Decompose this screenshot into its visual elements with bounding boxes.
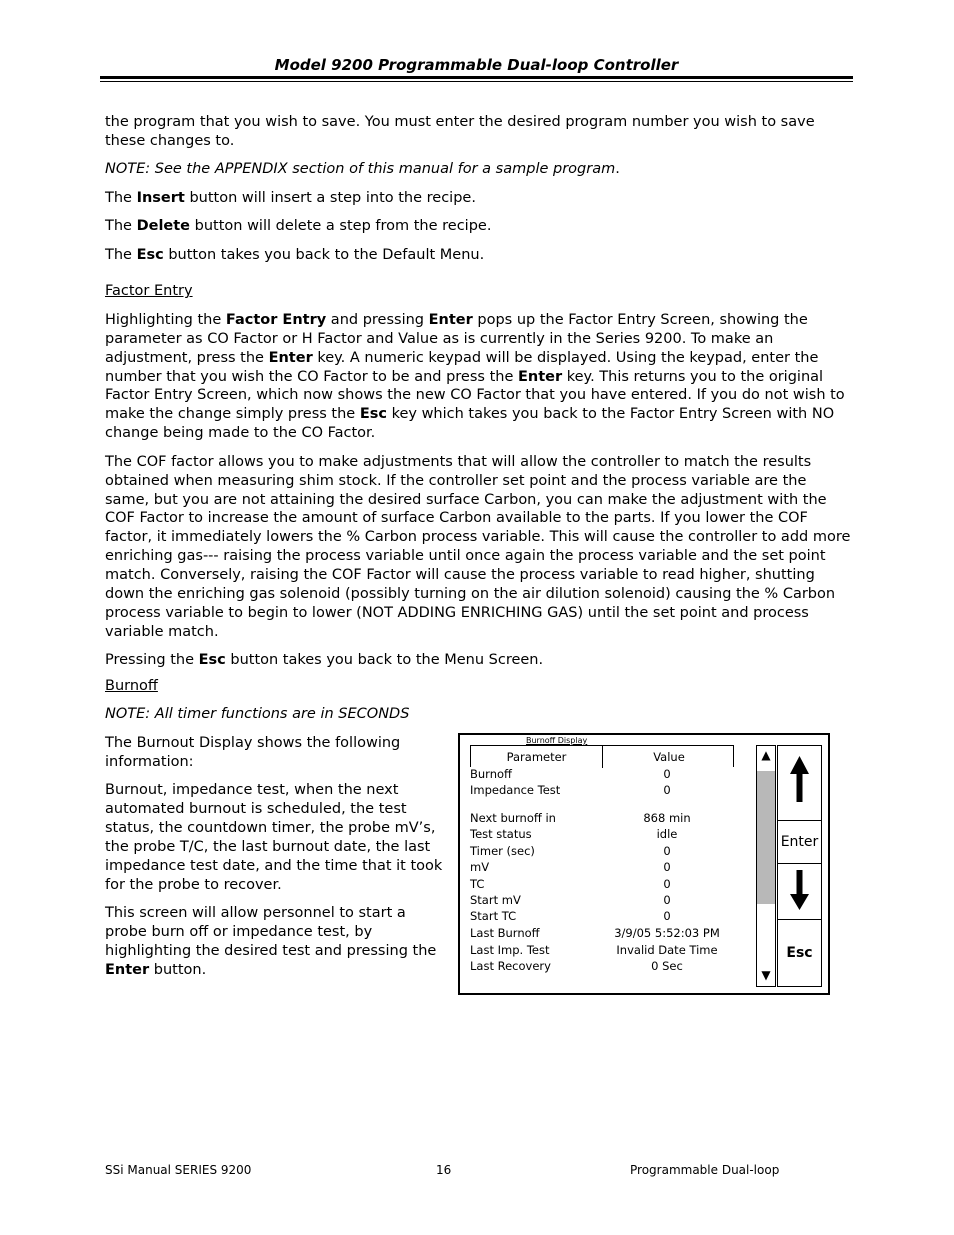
- parameter-value: 0: [663, 844, 671, 858]
- text: Pressing the: [105, 652, 199, 669]
- note-appendix: [105, 160, 853, 179]
- footer-right: Programmable Dual-loop: [630, 1163, 780, 1177]
- text: Highlighting the: [105, 311, 226, 328]
- text: button will insert a step into the recipe.: [184, 189, 476, 206]
- parameter-name: Start mV: [470, 893, 521, 907]
- note-appendix-period: .: [615, 161, 620, 178]
- parameter-name: Last Imp. Test: [470, 943, 550, 957]
- panel-title: Burnoff Display: [526, 736, 588, 745]
- footer-left: SSi Manual SERIES 9200: [105, 1163, 252, 1177]
- header-rule-thin: [100, 81, 853, 82]
- bold: Enter: [428, 311, 473, 328]
- parameter-name: mV: [470, 860, 490, 874]
- parameter-value: 0: [663, 893, 671, 907]
- parameter-name: Start TC: [470, 909, 517, 923]
- parameter-name: Last Recovery: [470, 959, 551, 973]
- header-rule-thick: [100, 76, 853, 79]
- table-row[interactable]: [470, 783, 734, 799]
- parameter-value: 0: [663, 860, 671, 874]
- text: key. This returns you to the original Factor Entry Screen, which now shows the new CO Factor that you have entered. If you do not wish to make the change simply press the: [105, 368, 845, 423]
- table-row[interactable]: [470, 844, 734, 860]
- esc-button[interactable]: Esc: [786, 945, 813, 961]
- table-row[interactable]: [470, 909, 734, 925]
- bold-insert: Insert: [136, 189, 185, 206]
- parameter-value: 0: [663, 767, 671, 781]
- burnoff-section: [105, 677, 445, 989]
- heading-text: Burnoff: [105, 678, 158, 694]
- text: The: [105, 218, 137, 235]
- note-text: NOTE: All timer functions are in SECONDS: [105, 706, 410, 723]
- bold-esc: Esc: [136, 246, 164, 263]
- parameter-name: Next burnoff in: [470, 811, 556, 825]
- paragraph-save: the program that you wish to save. You must enter the desired program number you wish to save these changes to.: [105, 114, 815, 149]
- paragraph-insert: [105, 189, 853, 208]
- parameter-name: Test status: [470, 827, 532, 841]
- table-header: [470, 745, 734, 767]
- parameter-name: Impedance Test: [470, 783, 561, 797]
- table-row[interactable]: [470, 893, 734, 909]
- text: button will delete a step from the recipe.: [190, 218, 492, 235]
- table-row[interactable]: [470, 926, 734, 942]
- parameter-value: 0: [663, 909, 671, 923]
- parameter-name: Last Burnoff: [470, 926, 540, 940]
- note-seconds: [105, 705, 445, 724]
- paragraph-burnout-display: The Burnout Display shows the following information:: [105, 734, 401, 770]
- parameter-value: 3/9/05 5:52:03 PM: [614, 926, 720, 940]
- parameter-name: Burnoff: [470, 767, 512, 781]
- table-row[interactable]: [470, 860, 734, 876]
- paragraph-burnout-info: Burnout, impedance test, when the next automated burnout is scheduled, the test status, the countdown timer, the probe mV’s, the probe T/C, the last burnout date, the last impedance test date, and the time that it took for the probe to recover.: [105, 782, 443, 893]
- bold: Factor Entry: [225, 311, 327, 328]
- parameter-name: Timer (sec): [470, 844, 535, 858]
- table-row[interactable]: [470, 827, 734, 843]
- button-column: [777, 745, 822, 987]
- text: key. A numeric keypad will be displayed. Using the keypad, enter the number that you wish the CO Factor to be and press the: [105, 349, 819, 385]
- paragraph-cof: The COF factor allows you to make adjustments that will allow the controller to match the results obtained when measuring shim stock. If the controller set point and the process variable are the same, but you are not attaining the desired surface Carbon, you can make the adjustment with the COF Factor to increase the amount of surface Carbon available to the parts. If you lower the COF factor, it immediately lowers the % Carbon process variable. This will cause the controller to add more enriching gas--- raising the process variable until once again the process variable and the set point match. Conversely, raising the COF Factor will cause the process variable to read higher, shutting down the enriching gas solenoid (possibly turning on the air dilution solenoid) causing the % Carbon process variable to begin to lower (NOT ADDING ENRICHING GAS) until the set point and process variable match.: [105, 453, 851, 640]
- bold: Enter: [268, 349, 313, 366]
- text: This screen will allow personnel to start a probe burn off or impedance test, by highlighting the desired test and pressing the: [105, 905, 437, 959]
- table-row[interactable]: [470, 959, 734, 975]
- text: button takes you back to the Default Menu.: [163, 246, 485, 263]
- text: button takes you back to the Menu Screen.: [225, 652, 544, 669]
- page-header-title: Model 9200 Programmable Dual-loop Controller: [274, 56, 679, 74]
- text: The: [105, 189, 137, 206]
- parameter-value: 868 min: [643, 811, 691, 825]
- text: button.: [149, 961, 207, 978]
- table-row[interactable]: [470, 767, 734, 783]
- bold-delete: Delete: [136, 218, 191, 235]
- paragraph-esc-menu: [105, 651, 853, 670]
- parameter-name: TC: [470, 877, 485, 891]
- parameter-value: idle: [656, 827, 678, 841]
- table-row[interactable]: [470, 811, 734, 827]
- parameter-value: 0: [663, 877, 671, 891]
- paragraph-esc: [105, 246, 853, 265]
- table-row[interactable]: [470, 877, 734, 893]
- bold: Esc: [359, 406, 387, 423]
- parameter-value: Invalid Date Time: [616, 943, 718, 957]
- paragraph-start-test: [105, 904, 445, 980]
- table-row[interactable]: [470, 943, 734, 959]
- scroll-up-icon[interactable]: ▲: [761, 748, 771, 762]
- footer-page-number: 16: [436, 1163, 452, 1177]
- parameter-value: 0 Sec: [651, 959, 683, 973]
- bold: Enter: [517, 368, 563, 385]
- scroll-down-icon[interactable]: ▼: [761, 968, 771, 982]
- text: pops up the Factor Entry Screen, showing the parameter as CO Factor or H Factor and Value as is currently in the Series 9200. To make an adjustment, press the: [105, 311, 808, 366]
- parameter-value: 0: [663, 783, 671, 797]
- scrollbar[interactable]: [756, 745, 776, 987]
- bold-enter: Enter: [105, 961, 150, 978]
- column-header-parameter: Parameter: [471, 746, 603, 768]
- scrollbar-thumb[interactable]: [757, 771, 775, 904]
- main-text: [105, 113, 853, 680]
- note-appendix-text: NOTE: See the APPENDIX section of this manual for a sample program: [105, 161, 616, 178]
- heading-text: Factor Entry: [105, 283, 193, 300]
- heading-burnoff: [105, 677, 445, 696]
- down-arrow-button[interactable]: [778, 864, 821, 918]
- paragraph-delete: [105, 217, 853, 236]
- column-header-value: Value: [653, 750, 685, 764]
- text: key which takes you back to the Factor Entry Screen with NO change being made to the CO Factor.: [105, 406, 835, 442]
- paragraph-factor: [105, 311, 853, 443]
- burnoff-display-panel: [458, 733, 830, 995]
- enter-button[interactable]: Enter: [780, 834, 819, 850]
- up-arrow-button[interactable]: [778, 750, 821, 818]
- text: The: [105, 246, 137, 263]
- up-arrow-icon: [778, 750, 821, 810]
- text: and pressing: [326, 311, 429, 328]
- down-arrow-icon: [778, 864, 821, 918]
- heading-factor-entry: [105, 282, 853, 301]
- bold-esc: Esc: [198, 652, 226, 669]
